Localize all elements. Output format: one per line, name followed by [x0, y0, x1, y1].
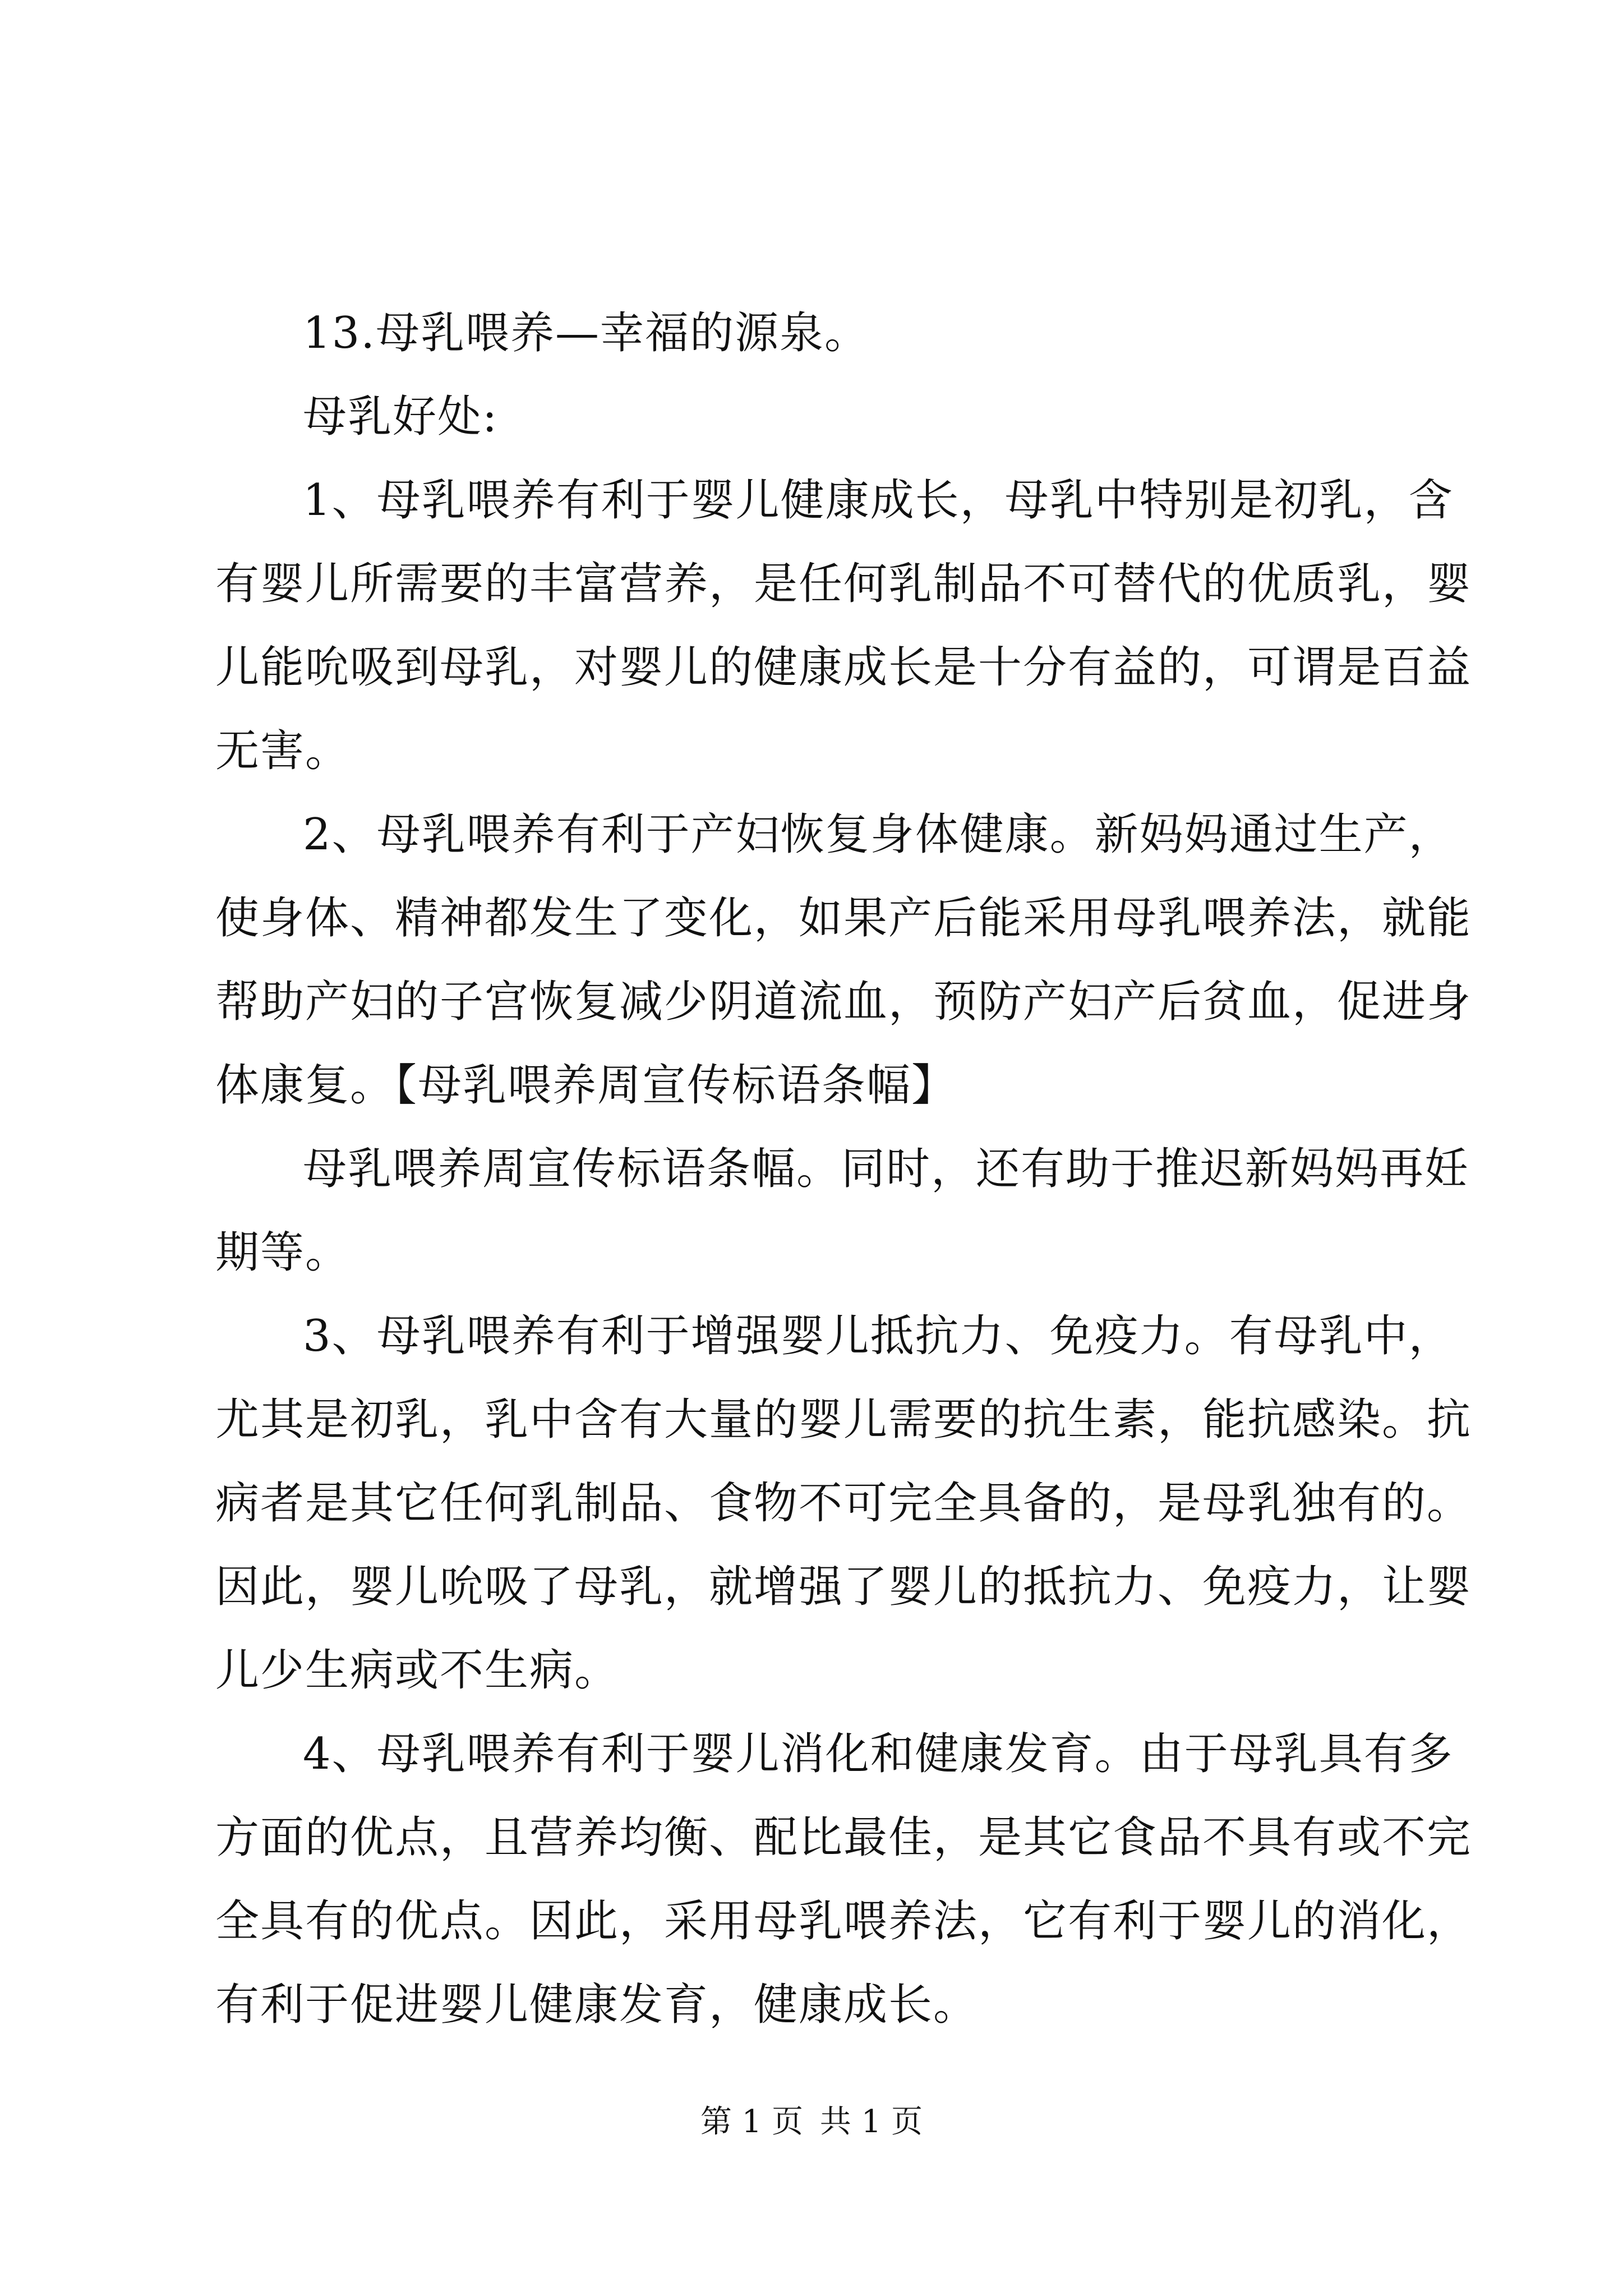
benefit-paragraph-2-continued — [215, 1128, 1470, 1295]
text-line: 全具有的优点。因此，采用母乳喂养法，它有利于婴儿的消化， — [215, 1896, 1472, 1947]
text-line: 帮助产妇的子宫恢复减少阴道流血，预防产妇产后贫血，促进身 — [215, 977, 1472, 1027]
text-line: 无害。 — [215, 726, 351, 776]
text-line: 3、母乳喂养有利于增强婴儿抵抗力、免疫力。有母乳中， — [303, 1311, 1454, 1361]
text-line: 1、母乳喂养有利于婴儿健康成长，母乳中特别是初乳，含 — [303, 475, 1454, 526]
text-line: 期等。 — [215, 1227, 351, 1278]
text-line: 儿少生病或不生病。 — [215, 1645, 620, 1696]
document-body — [215, 292, 1472, 2047]
text-line: 尤其是初乳，乳中含有大量的婴儿需要的抗生素，能抗感染。抗 — [215, 1395, 1472, 1445]
text-line: 母乳好处: — [303, 392, 499, 442]
benefit-paragraph-2 — [215, 793, 1472, 1128]
page-footer — [0, 2102, 1623, 2142]
text-line: 2、母乳喂养有利于产妇恢复身体健康。新妈妈通过生产， — [303, 809, 1454, 860]
text-line: 因此，婴儿吮吸了母乳，就增强了婴儿的抵抗力、免疫力，让婴 — [215, 1562, 1472, 1612]
text-line: 母乳喂养周宣传标语条幅。同时，还有助于推迟新妈妈再妊 — [303, 1144, 1470, 1194]
text-line: 病者是其它任何乳制品、食物不可完全具备的，是母乳独有的。 — [215, 1478, 1472, 1529]
text-line: 有利于促进婴儿健康发育，健康成长。 — [215, 1980, 979, 2030]
text-line: 13.母乳喂养—幸福的源泉。 — [303, 308, 870, 358]
page-number: 第 1 页 — [700, 2104, 804, 2140]
text-line: 使身体、精神都发生了变化，如果产后能采用母乳喂养法，就能 — [215, 893, 1472, 944]
benefit-paragraph-4 — [215, 1713, 1472, 2047]
section-heading — [215, 292, 1430, 375]
subheading-benefits — [215, 375, 1430, 459]
text-line: 儿能吮吸到母乳，对婴儿的健康成长是十分有益的，可谓是百益 — [215, 642, 1472, 693]
benefit-paragraph-3 — [215, 1295, 1472, 1713]
text-line: 方面的优点，且营养均衡、配比最佳，是其它食品不具有或不完 — [215, 1812, 1472, 1863]
text-line: 体康复。【母乳喂养周宣传标语条幅】 — [215, 1060, 957, 1111]
page-total: 共 1 页 — [819, 2104, 923, 2140]
text-line: 有婴儿所需要的丰富营养，是任何乳制品不可替代的优质乳，婴 — [215, 559, 1472, 609]
benefit-paragraph-1 — [215, 459, 1472, 793]
text-line: 4、母乳喂养有利于婴儿消化和健康发育。由于母乳具有多 — [303, 1729, 1454, 1779]
